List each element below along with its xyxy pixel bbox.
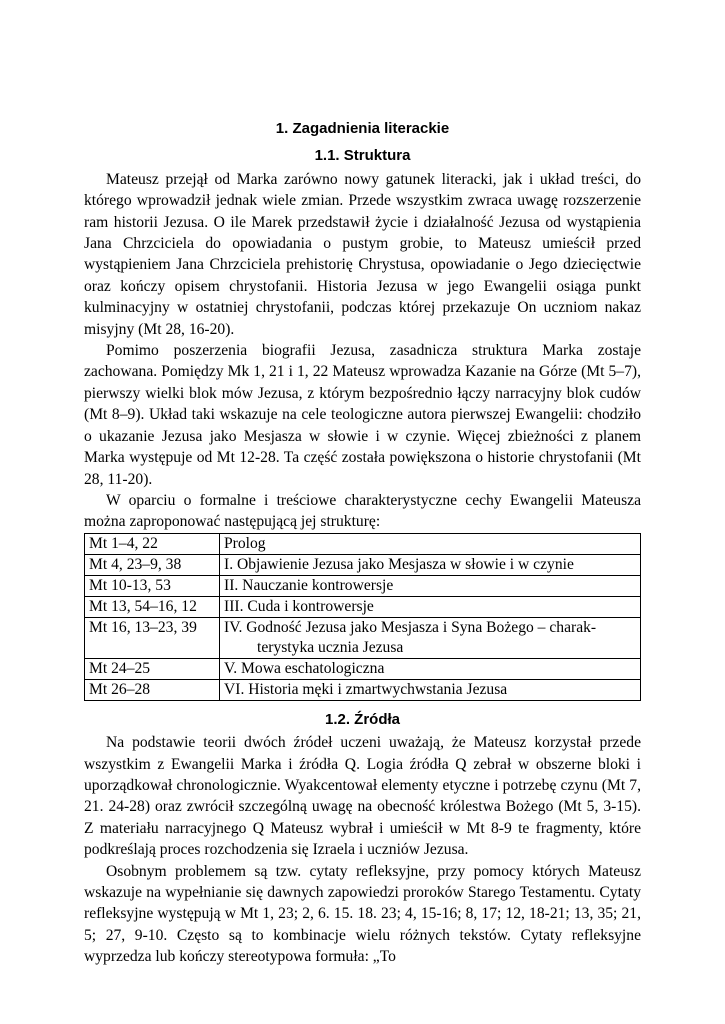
section-title-structure: 1.1. Struktura xyxy=(314,147,411,165)
table-cell-title xyxy=(220,679,641,700)
table-cell-reference: Mt 10-13, 53 xyxy=(85,575,220,596)
table-cell-title xyxy=(220,554,641,575)
table-row xyxy=(85,533,641,554)
paragraph: Pomimo poszerzenia biografii Jezusa, zasadnicza struktura Marka zostaje zachowana. Pomiędzy Mk 1, 21 i 1, 22 Mateusz wprowadza Kazanie na Górze (Mt 5–7), pierwszy wielki blok mów Jezusa, z którym bezpośrednio łączy narracyjny blok cudów (Mt 8–9). Układ taki wskazuje na cele teologiczne autora pierwszej Ewangelii: chodziło o ukazanie Jezusa jako Mesjasza w słowie i w czynie. Więcej zbieżności z planem Marka występuje od Mt 12-28. Ta część została powiększona o historie chrystofanii (Mt 28, 11-20). xyxy=(84,342,641,488)
title-text: VI. Historia męki i zmartwychwstania Jezusa xyxy=(224,680,508,698)
title-continuation: terystyka ucznia Jezusa xyxy=(257,638,404,656)
table-row xyxy=(85,596,641,617)
table-cell-reference: Mt 24–25 xyxy=(85,658,220,679)
title-text: IV. Godność Jezusa jako Mesjasza i Syna Bożego – charak- xyxy=(224,618,597,636)
table-row xyxy=(85,679,641,700)
title-text: V. Mowa eschatologiczna xyxy=(224,659,385,677)
title-text: II. Nauczanie kontrowersje xyxy=(224,576,394,594)
paragraph: Na podstawie teorii dwóch źródeł uczeni uważają, że Mateusz korzystał przede wszystkim z Ewangelii Marka i źródła Q. Logia źródła Q zebrał w obszerne bloki i uporządkował chronologicznie. Wyakcentował elementy etyczne i potrzebę czynu (Mt 7, 21. 24-28) oraz zwrócił szczególną uwagę na obecność królestwa Bożego (Mt 5, 3-15). Z materiału narracyjnego Q Mateusz wybrał i umieścił w Mt 8-9 te fragmenty, które podkreślają proces rozchodzenia się Izraela i uczniów Jezusa. xyxy=(84,734,641,859)
paragraph: Mateusz przejął od Marka zarówno nowy gatunek literacki, jak i układ treści, do którego wprowadził jednak wiele zmian. Przede wszystkim zwraca uwagę rozszerzenie ram historii Jezusa. O ile Marek przedstawił życie i działalność Jezusa od wystąpienia Jana Chrzciciela do opowiadania o pustym grobie, to Mateusz umieścił przed wystąpieniem Jana Chrzciciela prehistorię Chrystusa, opowiadanie o Jego dziecięctwie oraz kończy opisem chrystofanii. Historia Jezusa w jego Ewangelii osiąga punkt kulminacyjny w ostatniej chrystofanii, podczas której przekazuje On uczniom nakaz misyjny (Mt 28, 16-20). xyxy=(84,170,641,338)
table-cell-title xyxy=(220,658,641,679)
structure-table xyxy=(84,533,641,701)
table-cell-title xyxy=(220,617,641,658)
table-cell-reference: Mt 1–4, 22 xyxy=(85,533,220,554)
table-cell-title xyxy=(220,533,641,554)
paragraph: Osobnym problemem są tzw. cytaty refleksyjne, przy pomocy których Mateusz wskazuje na wypełnianie się dawnych zapowiedzi proroków Starego Testamentu. Cytaty refleksyjne występują w Mt 1, 23; 2, 6. 15. 18. 23; 4, 15-16; 8, 17; 12, 18-21; 13, 35; 21, 5; 27, 9-10. Często są to kombinacje wielu różnych tekstów. Cytaty refleksyjne wyprzedza lub kończy stereotypowa formuła: „To xyxy=(84,862,641,966)
table-row xyxy=(85,554,641,575)
table-cell-title xyxy=(220,575,641,596)
document-page xyxy=(84,118,641,968)
title-text: III. Cuda i kontrowersje xyxy=(224,597,374,615)
paragraph: W oparciu o formalne i treściowe charakterystyczne cechy Ewangelii Mateusza można zaproponować następującą jej strukturę: xyxy=(84,491,641,531)
title-text: Prolog xyxy=(224,534,266,552)
title-text: I. Objawienie Jezusa jako Mesjasza w słowie i w czynie xyxy=(224,555,574,573)
table-cell-title xyxy=(220,596,641,617)
table-cell-reference: Mt 16, 13–23, 39 xyxy=(85,617,220,658)
chapter-heading: 1. Zagadnienia literackie xyxy=(275,120,450,137)
table-row xyxy=(85,575,641,596)
table-cell-reference: Mt 13, 54–16, 12 xyxy=(85,596,220,617)
section-title-sources: 1.2. Źródła xyxy=(324,710,401,728)
table-cell-reference: Mt 26–28 xyxy=(85,679,220,700)
table-cell-reference: Mt 4, 23–9, 38 xyxy=(85,554,220,575)
table-row xyxy=(85,617,641,658)
table-row xyxy=(85,658,641,679)
